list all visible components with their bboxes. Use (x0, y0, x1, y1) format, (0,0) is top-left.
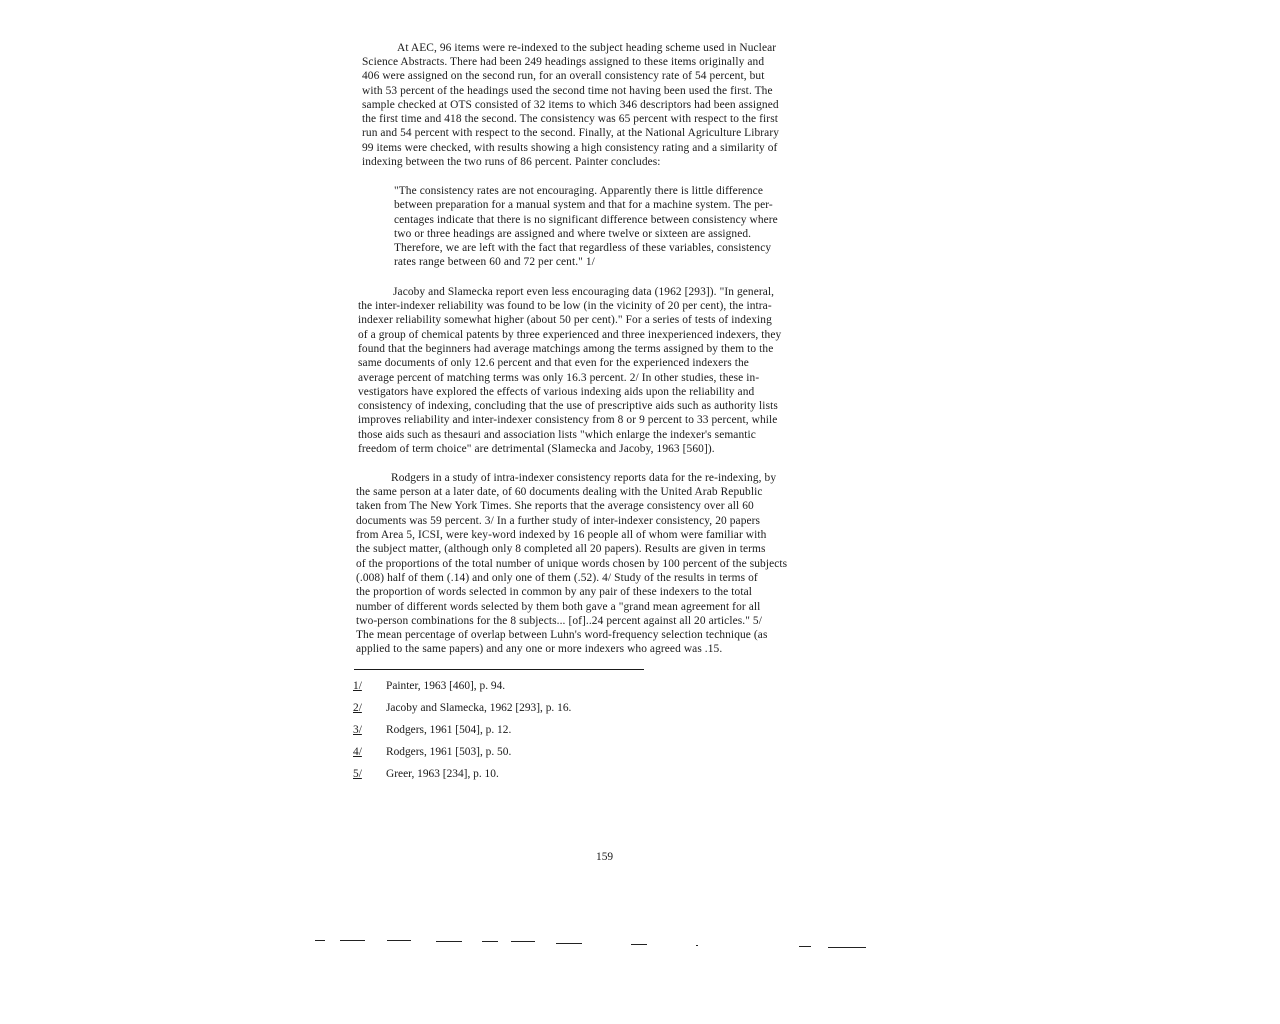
scan-mark (631, 944, 647, 945)
text-line: two-person combinations for the 8 subjects... [of]..24 percent against all 20 articles." 5/ (356, 615, 762, 627)
quote-line: "The consistency rates are not encouraging. Apparently there is little difference (394, 185, 763, 197)
text-line: applied to the same papers) and any one or more indexers who agreed was .15. (356, 643, 723, 655)
text-line: Rodgers in a study of intra-indexer consistency reports data for the re-indexing, by (391, 472, 777, 484)
quote-line: centages indicate that there is no significant difference between consistency where (394, 214, 778, 226)
text-line: with 53 percent of the headings used the second time not having been used the first. The (362, 85, 773, 97)
scan-mark (799, 946, 811, 947)
footnote-number: 1/ (353, 680, 362, 692)
footnote-text: Painter, 1963 [460], p. 94. (386, 680, 506, 692)
scan-mark (696, 945, 698, 946)
page-number: 159 (596, 851, 614, 863)
text-line: 406 were assigned on the second run, for an overall consistency rate of 54 percent, but (362, 70, 765, 82)
text-line: The mean percentage of overlap between Luhn's word-frequency selection technique (as (356, 629, 768, 641)
quote-line: Therefore, we are left with the fact that regardless of these variables, consistency (394, 242, 772, 254)
text-line: consistency of indexing, concluding that the use of prescriptive aids such as authority lists (358, 400, 778, 412)
text-line: the inter-indexer reliability was found to be low (in the vicinity of 20 per cent), the intra- (358, 300, 772, 312)
text-line: (.008) half of them (.14) and only one of them (.52). 4/ Study of the results in terms of (356, 572, 758, 584)
text-line: freedom of term choice" are detrimental (Slamecka and Jacoby, 1963 [560]). (358, 443, 715, 455)
text-line: vestigators have explored the effects of various indexing aids upon the reliability and (358, 386, 755, 398)
footnote-text: Rodgers, 1961 [504], p. 12. (386, 724, 512, 736)
footnote-separator (354, 669, 644, 670)
footnote-text: Jacoby and Slamecka, 1962 [293], p. 16. (386, 702, 572, 714)
quote-line: between preparation for a manual system and that for a machine system. The per- (394, 199, 773, 211)
text-line: those aids such as thesauri and association lists "which enlarge the indexer's semantic (358, 429, 756, 441)
text-line: the first time and 418 the second. The consistency was 65 percent with respect to the first (362, 113, 778, 125)
text-line: taken from The New York Times. She reports that the average consistency over all 60 (356, 500, 754, 512)
text-line: found that the beginners had average matchings among the terms assigned by them to the (358, 343, 774, 355)
text-line: At AEC, 96 items were re-indexed to the subject heading scheme used in Nuclear (397, 42, 777, 54)
text-line: same documents of only 12.6 percent and that even for the experienced indexers the (358, 357, 749, 369)
scan-mark (511, 941, 535, 942)
text-line: run and 54 percent with respect to the second. Finally, at the National Agriculture Library (362, 127, 780, 139)
text-line: the same person at a later date, of 60 documents dealing with the United Arab Republic (356, 486, 763, 498)
scan-mark (556, 943, 582, 944)
text-line: Jacoby and Slamecka report even less encouraging data (1962 [293]). "In general, (393, 286, 775, 298)
footnote-number: 5/ (353, 768, 362, 780)
text-line: average percent of matching terms was only 16.3 percent. 2/ In other studies, these in- (358, 372, 760, 384)
scan-mark (315, 940, 325, 941)
text-line: 99 items were checked, with results showing a high consistency rating and a similarity of (362, 142, 778, 154)
footnote-number: 2/ (353, 702, 362, 714)
text-line: Science Abstracts. There had been 249 headings assigned to these items originally and (362, 56, 765, 68)
text-line: indexer reliability somewhat higher (about 50 per cent)." For a series of tests of indexing (358, 314, 772, 326)
text-line: from Area 5, ICSI, were key-word indexed by 16 people all of whom were familiar with (356, 529, 767, 541)
text-line: number of different words selected by them both gave a "grand mean agreement for all (356, 601, 761, 613)
quote-line: rates range between 60 and 72 per cent." 1/ (394, 256, 595, 268)
text-line: the proportion of words selected in common by any pair of these indexers to the total (356, 586, 752, 598)
footnote-text: Rodgers, 1961 [503], p. 50. (386, 746, 512, 758)
footnote-number: 4/ (353, 746, 362, 758)
scan-mark (828, 947, 866, 948)
scan-mark (436, 941, 462, 942)
text-line: the subject matter, (although only 8 completed all 20 papers). Results are given in terms (356, 543, 766, 555)
text-line: sample checked at OTS consisted of 32 items to which 346 descriptors had been assigned (362, 99, 779, 111)
text-line: improves reliability and inter-indexer consistency from 8 or 9 percent to 33 percent, while (358, 414, 778, 426)
text-line: of a group of chemical patents by three experienced and three inexperienced indexers, they (358, 329, 782, 341)
footnote-text: Greer, 1963 [234], p. 10. (386, 768, 499, 780)
footnote-number: 3/ (353, 724, 362, 736)
text-line: documents was 59 percent. 3/ In a further study of inter-indexer consistency, 20 papers (356, 515, 761, 527)
scan-mark (387, 940, 411, 941)
scan-mark (340, 940, 365, 941)
quote-line: two or three headings are assigned and where twelve or sixteen are assigned. (394, 228, 752, 240)
scan-mark (482, 941, 498, 942)
text-line: of the proportions of the total number of unique words chosen by 100 percent of the subjects (356, 558, 788, 570)
text-line: indexing between the two runs of 86 percent. Painter concludes: (362, 156, 661, 168)
